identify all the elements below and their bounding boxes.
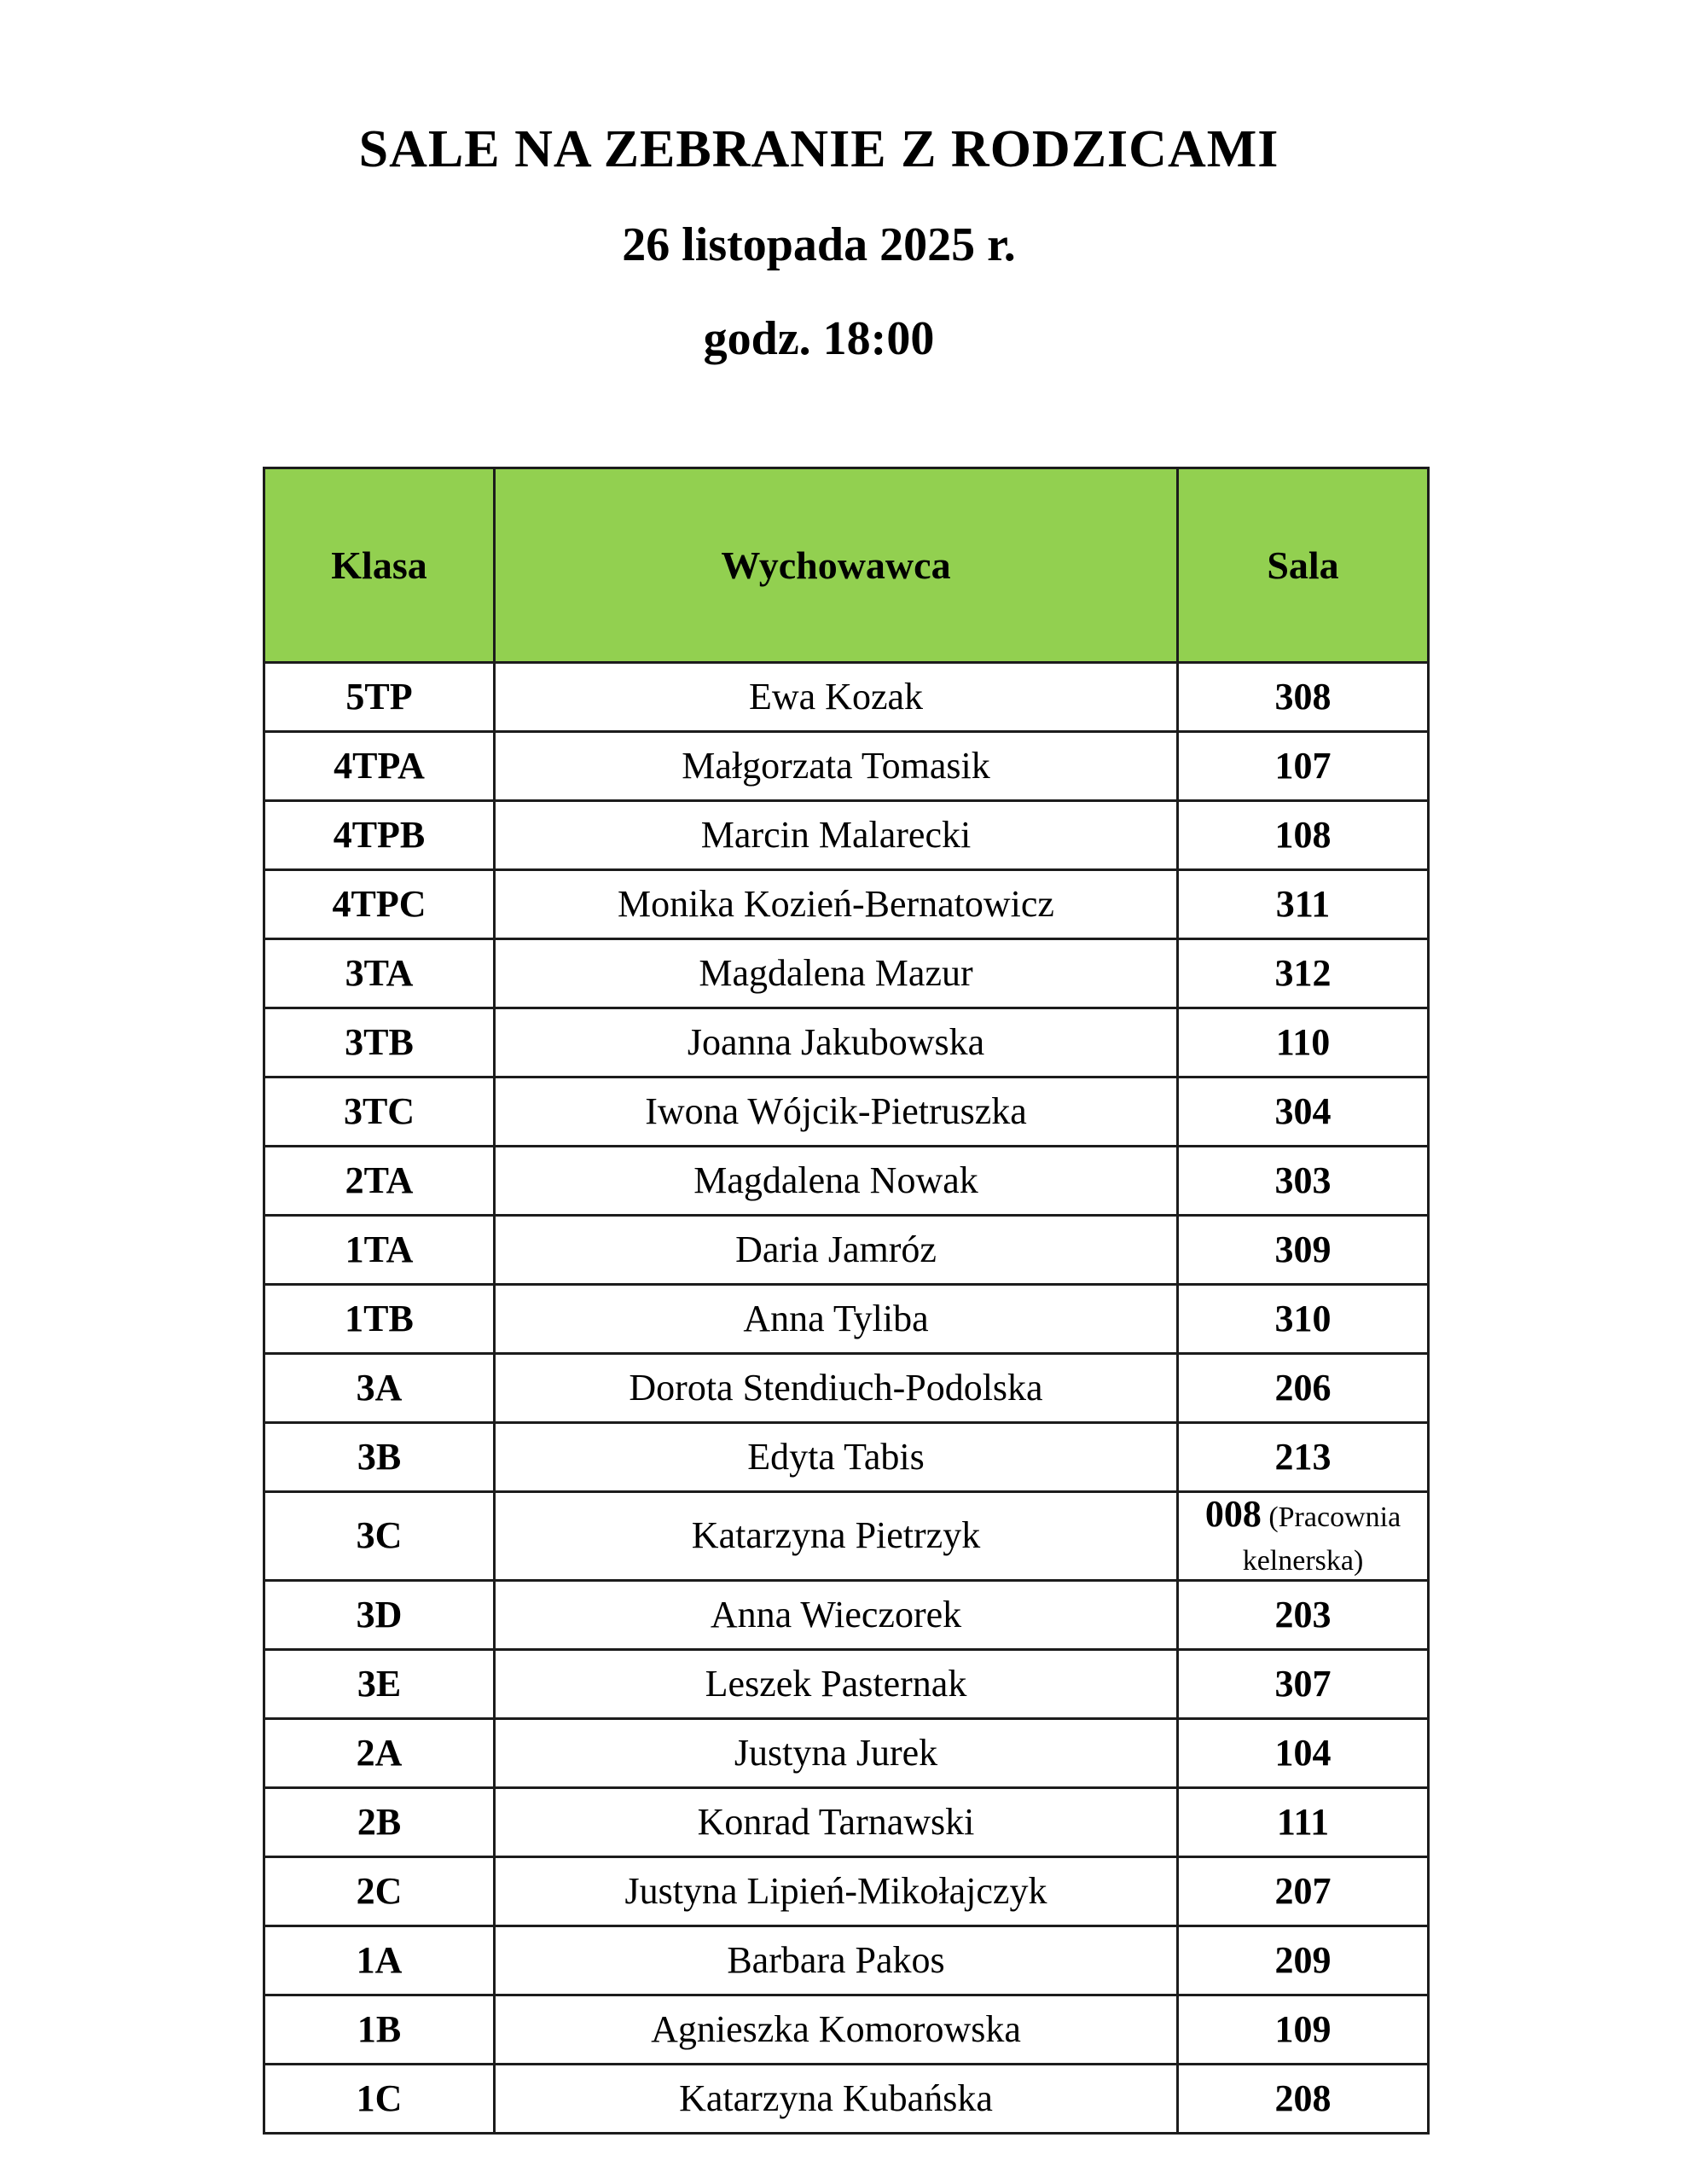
table-row xyxy=(264,1788,1429,1857)
cell-sala xyxy=(1178,2065,1429,2134)
sala-number: 304 xyxy=(1274,1089,1332,1132)
cell-sala xyxy=(1178,939,1429,1008)
cell-klasa: 3C xyxy=(264,1492,495,1581)
cell-sala xyxy=(1178,1285,1429,1354)
column-header-klasa: Klasa xyxy=(264,468,495,663)
table-body xyxy=(264,663,1429,2134)
cell-wychowawca: Daria Jamróz xyxy=(495,1216,1178,1285)
cell-wychowawca: Magdalena Mazur xyxy=(495,939,1178,1008)
table-row xyxy=(264,1423,1429,1492)
column-header-sala: Sala xyxy=(1178,468,1429,663)
table-row xyxy=(264,1719,1429,1788)
table-header-row xyxy=(264,468,1429,663)
sala-number: 307 xyxy=(1274,1662,1332,1705)
cell-klasa: 1TA xyxy=(264,1216,495,1285)
table-row xyxy=(264,2065,1429,2134)
cell-wychowawca: Joanna Jakubowska xyxy=(495,1008,1178,1077)
cell-klasa: 3B xyxy=(264,1423,495,1492)
cell-sala xyxy=(1178,1147,1429,1216)
table-row xyxy=(264,1492,1429,1581)
cell-wychowawca: Leszek Pasternak xyxy=(495,1650,1178,1719)
cell-klasa: 3TC xyxy=(264,1077,495,1147)
table-row xyxy=(264,1581,1429,1650)
cell-wychowawca: Agnieszka Komorowska xyxy=(495,1995,1178,2065)
table-row xyxy=(264,1995,1429,2065)
cell-wychowawca: Barbara Pakos xyxy=(495,1926,1178,1995)
cell-klasa: 4TPC xyxy=(264,870,495,939)
cell-klasa: 2C xyxy=(264,1857,495,1926)
sala-number: 008 xyxy=(1204,1493,1262,1535)
cell-wychowawca: Edyta Tabis xyxy=(495,1423,1178,1492)
page-title: SALE NA ZEBRANIE Z RODZICAMI xyxy=(358,120,1279,178)
meeting-date: 26 listopada 2025 r. xyxy=(622,218,1016,271)
cell-klasa: 5TP xyxy=(264,663,495,732)
table-row xyxy=(264,732,1429,801)
cell-sala xyxy=(1178,1354,1429,1423)
cell-sala xyxy=(1178,1216,1429,1285)
sala-number: 213 xyxy=(1274,1435,1332,1478)
sala-number: 109 xyxy=(1274,2007,1332,2050)
table-row xyxy=(264,1147,1429,1216)
cell-klasa: 4TPB xyxy=(264,801,495,870)
cell-wychowawca: Justyna Lipień-Mikołajczyk xyxy=(495,1857,1178,1926)
cell-wychowawca: Anna Wieczorek xyxy=(495,1581,1178,1650)
cell-klasa: 4TPA xyxy=(264,732,495,801)
table-row xyxy=(264,1077,1429,1147)
cell-wychowawca: Konrad Tarnawski xyxy=(495,1788,1178,1857)
cell-wychowawca: Monika Kozień-Bernatowicz xyxy=(495,870,1178,939)
meeting-time: godz. 18:00 xyxy=(703,312,935,365)
table-row xyxy=(264,939,1429,1008)
table-row xyxy=(264,1216,1429,1285)
sala-number: 203 xyxy=(1274,1593,1332,1635)
cell-sala xyxy=(1178,1492,1429,1581)
cell-klasa: 3E xyxy=(264,1650,495,1719)
table-row xyxy=(264,870,1429,939)
cell-sala xyxy=(1178,801,1429,870)
cell-klasa: 3D xyxy=(264,1581,495,1650)
sala-number: 308 xyxy=(1274,675,1332,717)
cell-sala xyxy=(1178,1650,1429,1719)
cell-wychowawca: Marcin Malarecki xyxy=(495,801,1178,870)
sala-number: 310 xyxy=(1274,1297,1332,1339)
cell-wychowawca: Magdalena Nowak xyxy=(495,1147,1178,1216)
cell-sala xyxy=(1178,1719,1429,1788)
sala-number: 303 xyxy=(1274,1159,1332,1201)
cell-sala xyxy=(1178,732,1429,801)
sala-number: 107 xyxy=(1274,744,1332,787)
cell-wychowawca: Anna Tyliba xyxy=(495,1285,1178,1354)
sala-number: 104 xyxy=(1274,1731,1332,1774)
sala-number: 309 xyxy=(1274,1228,1332,1270)
sala-number: 207 xyxy=(1274,1869,1332,1912)
sala-number: 108 xyxy=(1274,813,1332,856)
table-row xyxy=(264,801,1429,870)
sala-number: 311 xyxy=(1275,882,1331,925)
cell-klasa: 3TB xyxy=(264,1008,495,1077)
document-page xyxy=(162,0,1476,2135)
cell-sala xyxy=(1178,1788,1429,1857)
cell-wychowawca: Iwona Wójcik-Pietruszka xyxy=(495,1077,1178,1147)
cell-sala xyxy=(1178,1857,1429,1926)
cell-sala xyxy=(1178,1581,1429,1650)
cell-wychowawca: Dorota Stendiuch-Podolska xyxy=(495,1354,1178,1423)
sala-note: (Pracownia kelnerska) xyxy=(1242,1502,1401,1577)
sala-number: 208 xyxy=(1274,2077,1332,2119)
cell-wychowawca: Małgorzata Tomasik xyxy=(495,732,1178,801)
cell-klasa: 1TB xyxy=(264,1285,495,1354)
sala-number: 111 xyxy=(1276,1800,1330,1843)
cell-klasa: 3TA xyxy=(264,939,495,1008)
cell-klasa: 2A xyxy=(264,1719,495,1788)
table-row xyxy=(264,1354,1429,1423)
cell-wychowawca: Katarzyna Kubańska xyxy=(495,2065,1178,2134)
table-row xyxy=(264,1857,1429,1926)
document-header xyxy=(162,0,1476,366)
cell-klasa: 2TA xyxy=(264,1147,495,1216)
column-header-wychowawca: Wychowawca xyxy=(495,468,1178,663)
sala-number: 206 xyxy=(1274,1366,1332,1409)
cell-klasa: 1C xyxy=(264,2065,495,2134)
cell-wychowawca: Ewa Kozak xyxy=(495,663,1178,732)
cell-klasa: 3A xyxy=(264,1354,495,1423)
cell-klasa: 1B xyxy=(264,1995,495,2065)
cell-klasa: 2B xyxy=(264,1788,495,1857)
table-row xyxy=(264,1926,1429,1995)
cell-sala xyxy=(1178,1077,1429,1147)
cell-sala xyxy=(1178,1423,1429,1492)
cell-wychowawca: Katarzyna Pietrzyk xyxy=(495,1492,1178,1581)
table-row xyxy=(264,663,1429,732)
table-row xyxy=(264,1285,1429,1354)
table-row xyxy=(264,1008,1429,1077)
cell-sala xyxy=(1178,1008,1429,1077)
cell-sala xyxy=(1178,663,1429,732)
cell-sala xyxy=(1178,1995,1429,2065)
rooms-table xyxy=(263,467,1430,2135)
table-row xyxy=(264,1650,1429,1719)
sala-number: 209 xyxy=(1274,1938,1332,1981)
cell-sala xyxy=(1178,870,1429,939)
sala-number: 110 xyxy=(1275,1020,1331,1063)
cell-wychowawca: Justyna Jurek xyxy=(495,1719,1178,1788)
sala-number: 312 xyxy=(1274,951,1332,994)
cell-klasa: 1A xyxy=(264,1926,495,1995)
cell-sala xyxy=(1178,1926,1429,1995)
